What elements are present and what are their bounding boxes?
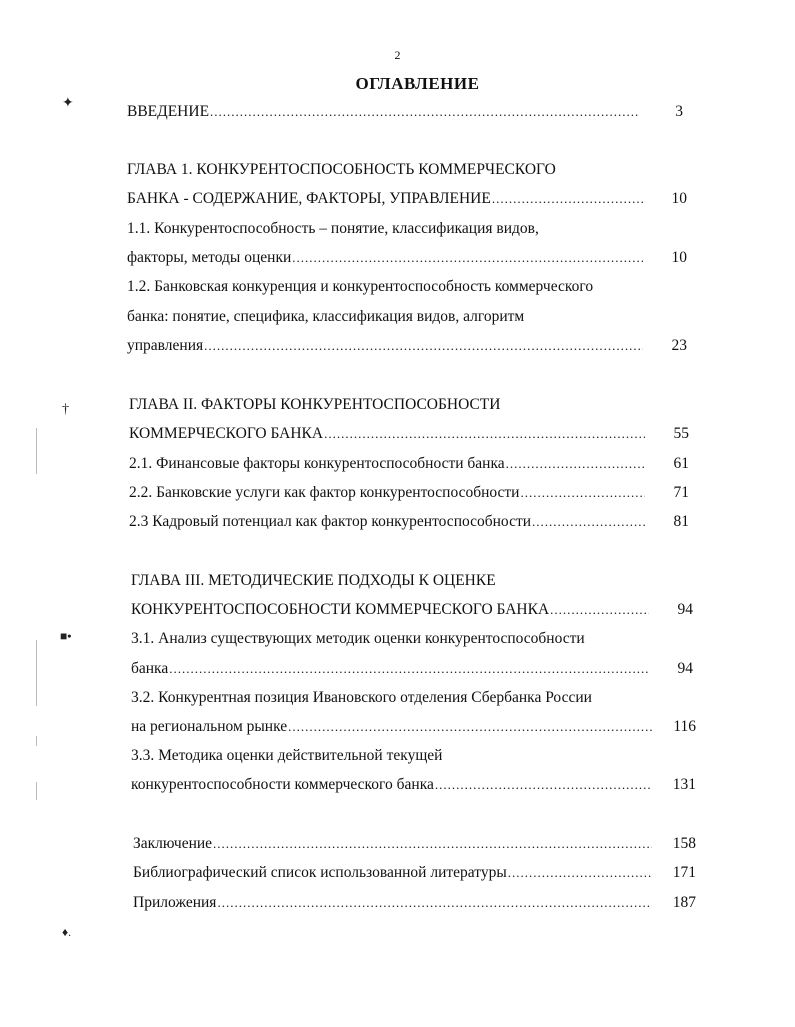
toc-page-number: 55	[673, 425, 689, 442]
section-3-2-line: на региональном рынке	[131, 718, 288, 735]
scan-mark: ♦.	[62, 925, 72, 939]
scan-line	[36, 782, 37, 800]
scan-mark: ■•	[60, 629, 72, 643]
toc-entry-section-1-1[interactable]	[127, 248, 687, 268]
toc-page-number: 158	[672, 835, 696, 852]
toc-entry-chapter-1[interactable]	[127, 189, 687, 209]
page-number: 2	[394, 48, 401, 62]
dot-leader	[217, 893, 652, 913]
toc-page-number: 94	[677, 660, 693, 677]
section-3-1-line[interactable]: 3.1. Анализ существующих методик оценки конкурентоспособности	[131, 630, 585, 647]
toc-entry-chapter-3[interactable]	[131, 600, 693, 620]
chapter-1-title-line: БАНКА - СОДЕРЖАНИЕ, ФАКТОРЫ, УПРАВЛЕНИЕ	[127, 190, 491, 207]
dot-leader	[324, 424, 645, 444]
toc-page-number: 116	[673, 718, 696, 735]
section-2-3-line: 2.3 Кадровый потенциал как фактор конкурентоспособности	[129, 513, 532, 530]
scan-line	[36, 428, 37, 474]
scan-mark: ✦	[62, 96, 74, 111]
toc-entry-section-1-2[interactable]	[127, 336, 687, 356]
dot-leader	[520, 483, 645, 503]
toc-entry-label: ВВЕДЕНИЕ	[127, 103, 210, 120]
chapter-3-title-line[interactable]: ГЛАВА III. МЕТОДИЧЕСКИЕ ПОДХОДЫ К ОЦЕНКЕ	[131, 572, 496, 589]
section-3-3-line[interactable]: 3.3. Методика оценки действительной текущей	[131, 747, 443, 764]
dot-leader	[213, 834, 652, 854]
dot-leader	[492, 189, 643, 209]
toc-page-number: 71	[673, 484, 689, 501]
toc-entry-label: Библиографический список использованной литературы	[133, 864, 507, 881]
toc-entry-label: Заключение	[133, 835, 213, 852]
toc-page-number: 171	[672, 864, 696, 881]
scan-line	[36, 736, 37, 746]
toc-entry-section-3-2[interactable]	[131, 717, 696, 737]
dot-leader	[292, 248, 643, 268]
dot-leader	[204, 336, 643, 356]
chapter-3-title-line: КОНКУРЕНТОСПОСОБНОСТИ КОММЕРЧЕСКОГО БАНКА	[131, 601, 550, 618]
toc-entry-section-3-1[interactable]	[131, 659, 693, 679]
toc-page-number: 10	[671, 190, 687, 207]
toc-entry-intro[interactable]	[127, 102, 683, 122]
section-1-1-line[interactable]: 1.1. Конкурентоспособность – понятие, классификация видов,	[127, 220, 539, 237]
dot-leader	[288, 717, 652, 737]
toc-page-number: 131	[672, 776, 696, 793]
toc-entry-section-2-2[interactable]	[129, 483, 689, 503]
toc-page-number: 187	[672, 894, 696, 911]
toc-page-number: 3	[675, 103, 683, 120]
dot-leader	[169, 659, 649, 679]
section-1-2-line: управления	[127, 337, 204, 354]
toc-entry-appendices[interactable]	[133, 893, 696, 913]
toc-entry-chapter-2[interactable]	[129, 424, 689, 444]
dot-leader	[435, 775, 652, 795]
dot-leader	[508, 863, 652, 883]
toc-page-number: 10	[671, 249, 687, 266]
dot-leader	[506, 454, 645, 474]
section-2-2-line: 2.2. Банковские услуги как фактор конкурентоспособности	[129, 484, 520, 501]
toc-entry-section-2-3[interactable]	[129, 512, 689, 532]
toc-entry-conclusion[interactable]	[133, 834, 696, 854]
section-2-1-line: 2.1. Финансовые факторы конкурентоспособности банка	[129, 455, 505, 472]
section-3-2-line[interactable]: 3.2. Конкурентная позиция Ивановского отделения Сбербанка России	[131, 689, 592, 706]
dot-leader	[550, 600, 649, 620]
toc-entry-section-2-1[interactable]	[129, 454, 689, 474]
section-3-3-line: конкурентоспособности коммерческого банка	[131, 776, 434, 793]
toc-page-number: 94	[677, 601, 693, 618]
chapter-1-title-line[interactable]: ГЛАВА 1. КОНКУРЕНТОСПОСОБНОСТЬ КОММЕРЧЕСКОГО	[127, 161, 556, 178]
toc-entry-section-3-3[interactable]	[131, 775, 696, 795]
section-1-2-line[interactable]: банка: понятие, специфика, классификация видов, алгоритм	[127, 308, 525, 325]
dot-leader	[210, 102, 639, 122]
dot-leader	[532, 512, 645, 532]
toc-page-number: 81	[673, 513, 689, 530]
toc-page-number: 23	[671, 337, 687, 354]
chapter-2-title-line: КОММЕРЧЕСКОГО БАНКА	[129, 425, 324, 442]
toc-entry-label: Приложения	[133, 894, 217, 911]
scan-line	[36, 640, 37, 706]
toc-title: ОГЛАВЛЕНИЕ	[355, 74, 480, 93]
scan-mark: †	[62, 402, 69, 417]
toc-page-number: 61	[673, 455, 689, 472]
section-1-2-line[interactable]: 1.2. Банковская конкуренция и конкурентоспособность коммерческого	[127, 278, 594, 295]
section-3-1-line: банка	[131, 660, 169, 677]
section-1-1-line: факторы, методы оценки	[127, 249, 292, 266]
toc-entry-bibliography[interactable]	[133, 863, 696, 883]
chapter-2-title-line[interactable]: ГЛАВА II. ФАКТОРЫ КОНКУРЕНТОСПОСОБНОСТИ	[129, 396, 501, 413]
